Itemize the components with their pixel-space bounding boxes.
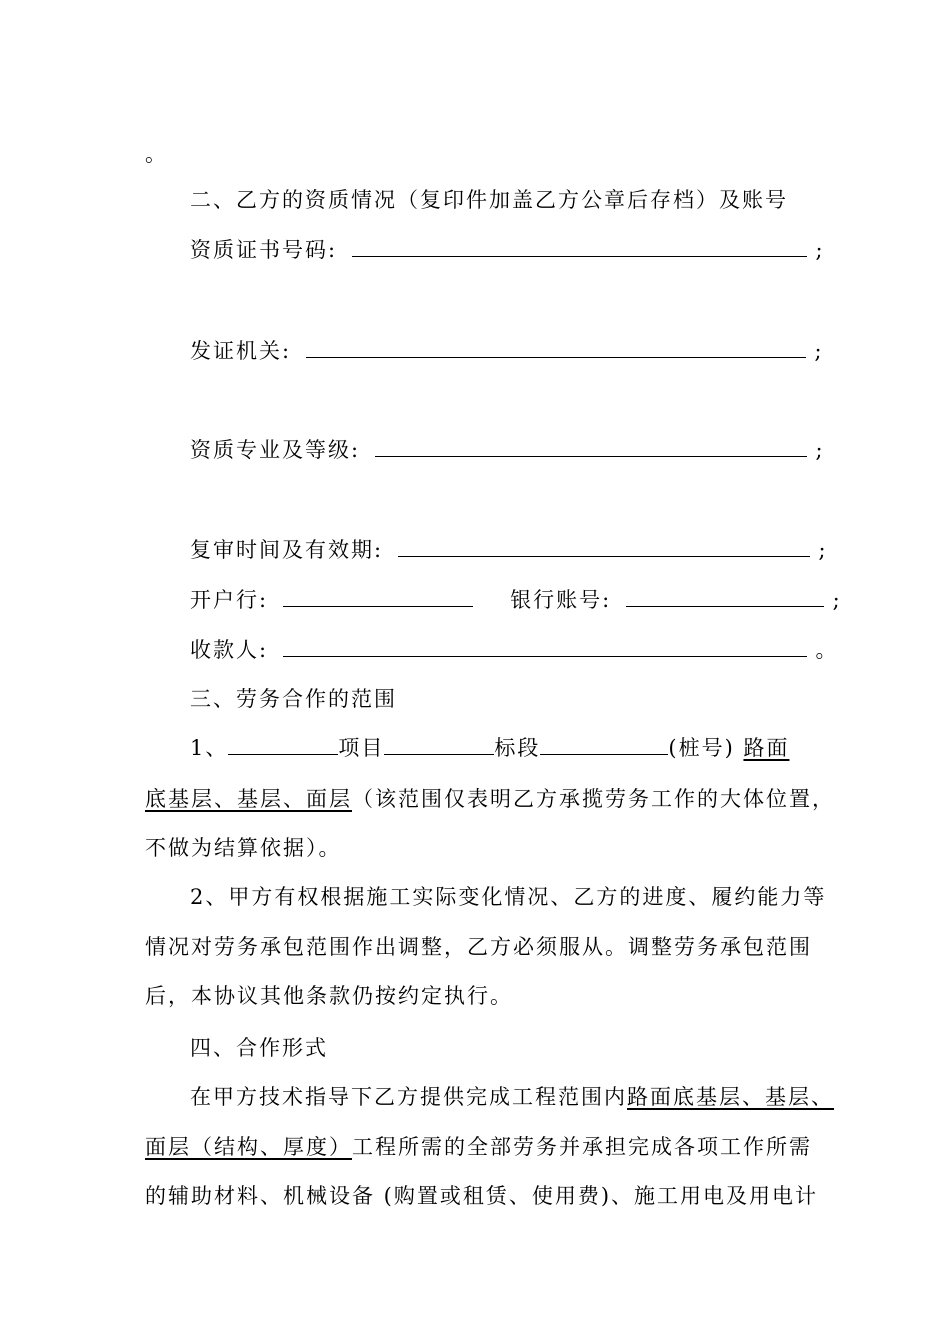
bank-label: 开户行: xyxy=(190,588,269,612)
payee-row xyxy=(190,636,838,664)
item-1-scope-note: （该范围仅表明乙方承揽劳务工作的大体位置， xyxy=(352,787,835,811)
section-4-line-2 xyxy=(145,1133,812,1161)
cert-number-label: 资质证书号码: xyxy=(190,238,338,262)
cert-number-row xyxy=(190,236,825,264)
account-label: 银行账号: xyxy=(510,588,612,612)
stake-number-field[interactable] xyxy=(540,734,668,755)
specialty-field[interactable] xyxy=(375,436,807,457)
payee-field[interactable] xyxy=(283,636,807,657)
section-4-line-1 xyxy=(190,1083,834,1111)
section-name-field[interactable] xyxy=(384,734,494,755)
project-name-field[interactable] xyxy=(228,734,338,755)
semicolon: ; xyxy=(815,438,825,462)
specialty-label: 资质专业及等级: xyxy=(190,438,361,462)
item-1-line-1 xyxy=(190,734,789,762)
item-1-line-2 xyxy=(145,785,835,813)
section-2-heading: 二、乙方的资质情况（复印件加盖乙方公章后存档）及账号 xyxy=(190,188,788,212)
payee-label: 收款人: xyxy=(190,638,269,662)
semicolon: ; xyxy=(815,238,825,262)
specialty-row xyxy=(190,436,825,464)
item-2-line-1: 2、甲方有权根据施工实际变化情况、乙方的进度、履约能力等 xyxy=(190,885,827,909)
section-4-heading: 四、合作形式 xyxy=(190,1036,328,1060)
section-4-underlined-text-b: 面层（结构、厚度） xyxy=(145,1135,352,1159)
item-1-stake-label: (桩号) xyxy=(668,736,735,760)
leading-period: 。 xyxy=(145,142,168,166)
item-1-project-label: 项目 xyxy=(338,736,385,760)
section-4-text-plain: 在甲方技术指导下乙方提供完成工程范围内 xyxy=(190,1085,627,1109)
item-2-line-3: 后，本协议其他条款仍按约定执行。 xyxy=(145,984,513,1008)
section-4-text-plain-2: 工程所需的全部劳务并承担完成各项工作所需 xyxy=(352,1135,812,1159)
section-4-line-3: 的辅助材料、机械设备 (购置或租赁、使用费)、施工用电及用电计 xyxy=(145,1184,819,1208)
bank-row xyxy=(190,586,842,614)
period: 。 xyxy=(815,638,839,662)
semicolon: ; xyxy=(818,538,828,562)
review-row xyxy=(190,536,828,564)
bank-field[interactable] xyxy=(283,586,473,607)
item-2-line-2: 情况对劳务承包范围作出调整，乙方必须服从。调整劳务承包范围 xyxy=(145,935,812,959)
section-4-underlined-text-a: 路面底基层、基层、 xyxy=(627,1085,834,1109)
semicolon: ; xyxy=(832,588,842,612)
item-1-underlined-text-a: 路面 xyxy=(743,736,790,760)
issuer-label: 发证机关: xyxy=(190,339,292,363)
semicolon: ; xyxy=(814,339,824,363)
cert-number-field[interactable] xyxy=(352,236,807,257)
item-1-line-3: 不做为结算依据）。 xyxy=(145,836,342,860)
issuer-row xyxy=(190,337,824,365)
section-3-heading: 三、劳务合作的范围 xyxy=(190,687,397,711)
review-field[interactable] xyxy=(398,536,810,557)
account-field[interactable] xyxy=(626,586,824,607)
item-1-number: 1、 xyxy=(190,736,229,760)
review-label: 复审时间及有效期: xyxy=(190,538,384,562)
item-1-section-label: 标段 xyxy=(494,736,541,760)
item-1-underlined-text-b: 底基层、基层、面层 xyxy=(145,787,352,811)
issuer-field[interactable] xyxy=(306,337,806,358)
